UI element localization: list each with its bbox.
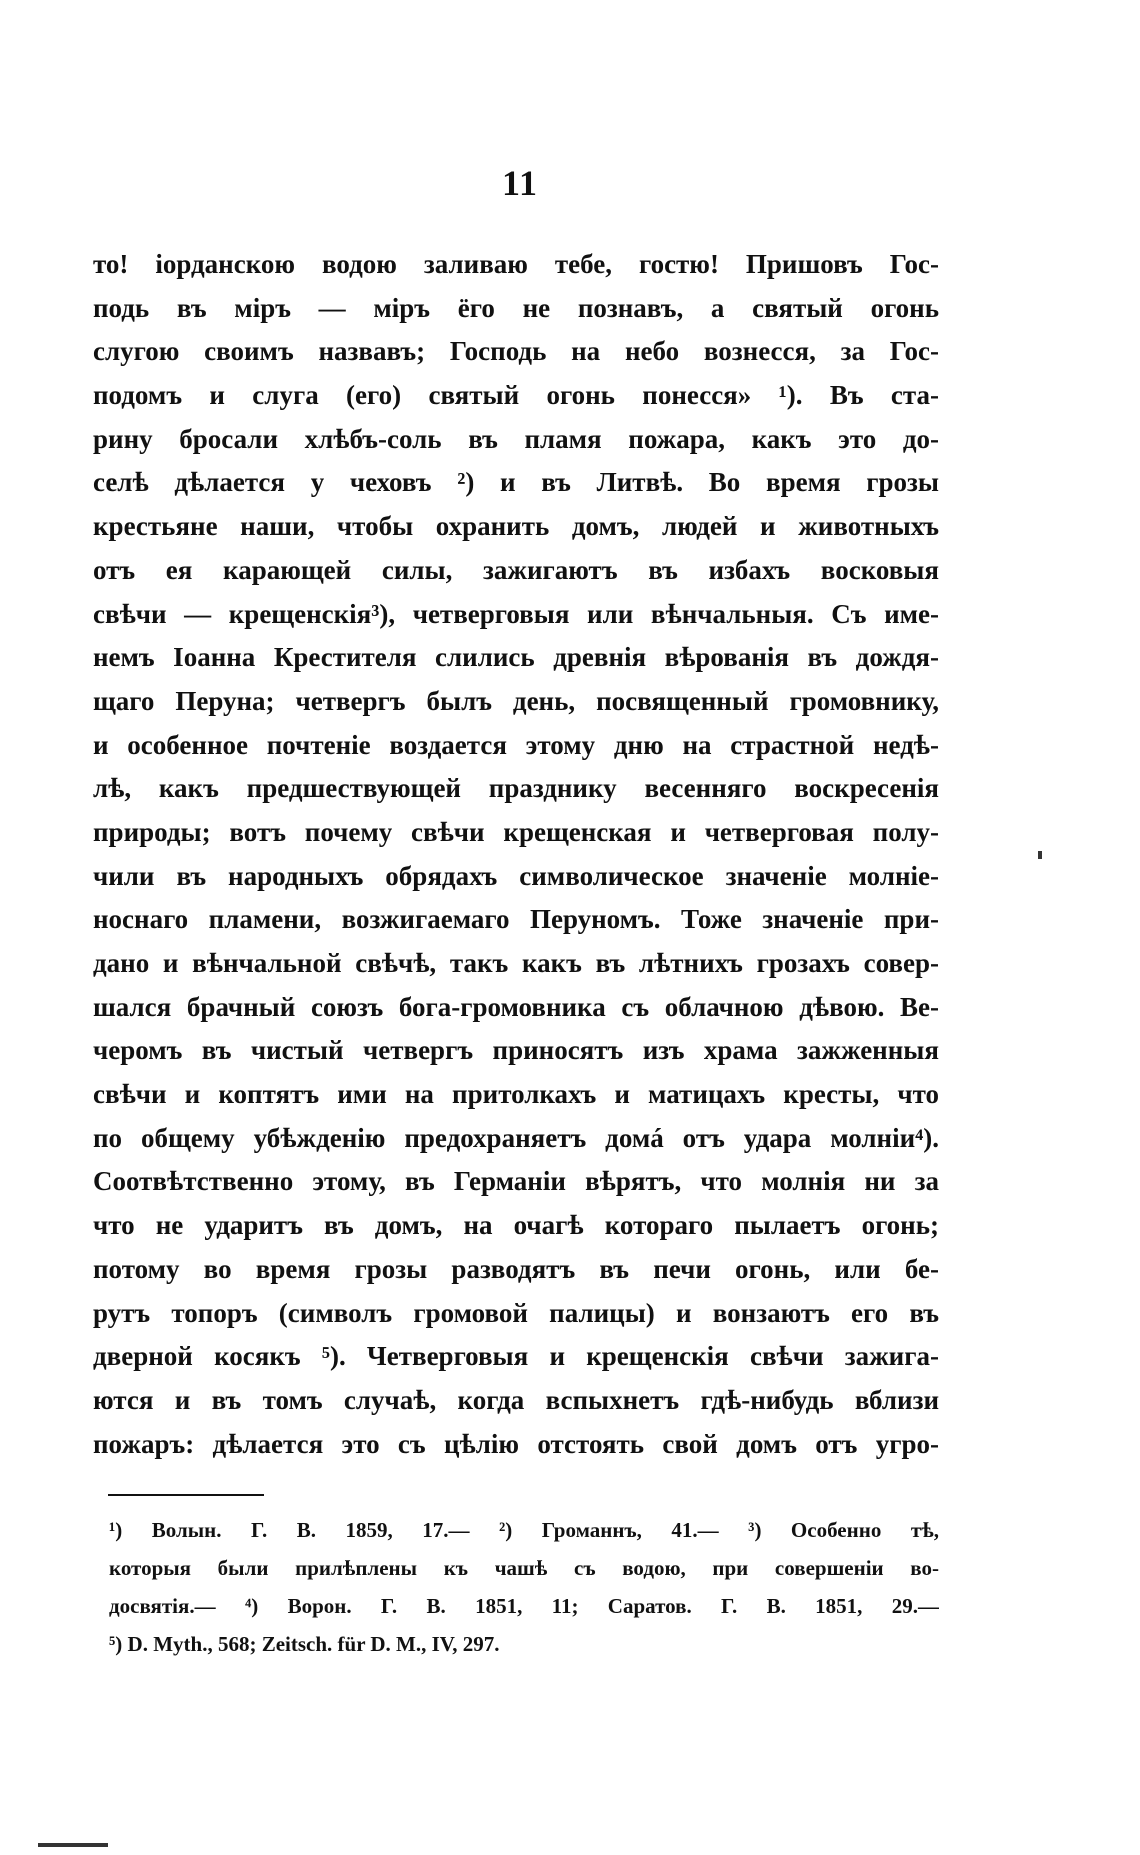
- text-line: то! іорданскою водою заливаю тебе, гостю! Пришовъ Гос-: [93, 249, 939, 279]
- text-line: что не ударитъ въ домъ, на очагѣ котораго пылаетъ огонь;: [93, 1210, 939, 1241]
- text-line: и особенное почтеніе воздается этому дню на страстной недѣ-: [93, 729, 939, 760]
- text-line: слугою своимъ назвавъ; Господь на небо вознесся, за Гос-: [93, 336, 939, 367]
- text-line: дверной косякъ ⁵). Четверговыя и крещенскія свѣчи зажига-: [93, 1341, 939, 1372]
- footnote-line: ¹) Волын. Г. В. 1859, 17.— ²) Громаннъ, 41.— ³) Особенно тѣ,: [109, 1518, 939, 1542]
- text-line: Соотвѣтственно этому, въ Германіи вѣрятъ, что молнія ни за: [93, 1166, 939, 1197]
- text-line: подомъ и слуга (его) святый огонь понесся» ¹). Въ ста-: [93, 380, 939, 411]
- text-line: пожаръ: дѣлается это съ цѣлію отстоять свой домъ отъ угро-: [93, 1428, 939, 1459]
- footnote-line: досвятія.— ⁴) Ворон. Г. В. 1851, 11; Саратов. Г. В. 1851, 29.—: [109, 1594, 939, 1618]
- text-line: лѣ, какъ предшествующей празднику весенняго воскресенія: [93, 773, 939, 804]
- text-line: подь въ міръ — міръ ёго не познавъ, а святый огонь: [93, 292, 939, 323]
- text-line: дано и вѣнчальной свѣчѣ, такъ какъ въ лѣтнихъ грозахъ совер-: [93, 948, 939, 978]
- text-line: чили въ народныхъ обрядахъ символическое значеніе молніе-: [93, 860, 939, 891]
- text-line: природы; вотъ почему свѣчи крещенская и четверговая полу-: [93, 816, 939, 847]
- text-line: черомъ въ чистый четвергъ приносятъ изъ храма зажженныя: [93, 1035, 939, 1066]
- margin-speck: [1038, 851, 1042, 859]
- text-line: селѣ дѣлается у чеховъ ²) и въ Литвѣ. Во время грозы: [93, 467, 939, 498]
- text-line: свѣчи — крещенскія³), четверговыя или вѣнчальныя. Съ име-: [93, 598, 939, 629]
- text-line: рину бросали хлѣбъ-соль въ пламя пожара, какъ это до-: [93, 423, 939, 454]
- text-line: свѣчи и коптятъ ими на притолкахъ и матицахъ кресты, что: [93, 1079, 939, 1110]
- text-line: потому во время грозы разводятъ въ печи огонь, или бе-: [93, 1253, 939, 1284]
- text-line: щаго Перуна; четвергъ былъ день, посвященный громовнику,: [93, 685, 939, 716]
- scan-edge-mark: [38, 1843, 108, 1847]
- footnote-line: которыя были прилѣплены къ чашѣ съ водою, при совершеніи во-: [109, 1556, 939, 1580]
- text-line: ются и въ томъ случаѣ, когда вспыхнетъ гдѣ-нибудь вблизи: [93, 1384, 939, 1415]
- footnote-divider: [108, 1494, 264, 1496]
- footnotes: [109, 1511, 939, 1663]
- page-number: 11: [501, 163, 538, 203]
- text-line: по общему убѣжденію предохраняетъ домá отъ удара молніи⁴).: [93, 1122, 939, 1153]
- body-text: [93, 243, 939, 1466]
- text-line: отъ ея карающей силы, зажигаютъ въ избахъ восковыя: [93, 554, 939, 585]
- text-line: шался брачный союзъ бога-громовника съ облачною дѣвою. Ве-: [93, 991, 939, 1022]
- text-line: немъ Іоанна Крестителя слились древнія вѣрованія въ дождя-: [93, 642, 939, 673]
- footnote-line: ⁵) D. Myth., 568; Zeitsch. für D. M., IV, 297.: [109, 1632, 500, 1656]
- text-line: крестьяне наши, чтобы охранить домъ, людей и животныхъ: [93, 511, 939, 542]
- text-line: носнаго пламени, возжигаемаго Перуномъ. Тоже значеніе при-: [93, 904, 939, 935]
- text-line: рутъ топоръ (символъ громовой палицы) и вонзаютъ его въ: [93, 1297, 939, 1328]
